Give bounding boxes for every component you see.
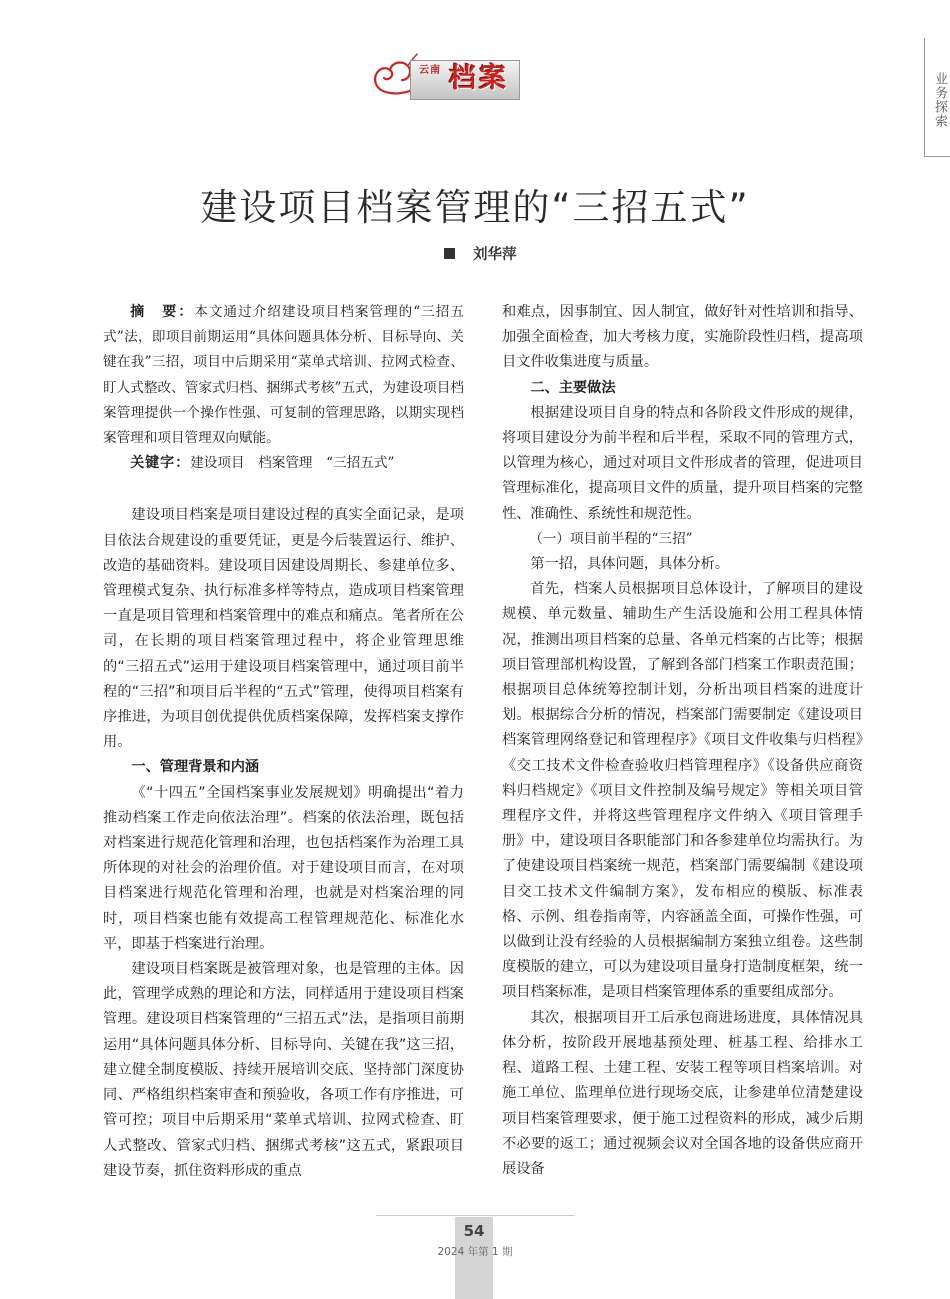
- spacer: [103, 476, 464, 503]
- subsection-heading: （一）项目前半程的“三招”: [529, 530, 693, 547]
- abstract-text: 本文通过介绍建设项目档案管理的“三招五式”法，即项目前期运用“具体问题具体分析、目标导向、关键在我”三招，项目中后期采用“菜单式培训、拉网式检查、盯人式整改、管家式归档、捆绑式考核”五式，为建设项目档案管理提供一个操作性强、可复制的管理思路，以期实现档案管理和项目管理双向赋能。: [103, 304, 464, 447]
- paragraph: 和难点，因事制宜、因人制宜，做好针对性培训和指导、加强全面检查，加大考核力度，实施阶段性归档，提高项目文件收集进度与质量。: [502, 304, 863, 371]
- paragraph: 建设项目档案既是被管理对象，也是管理的主体。因此，管理学成熟的理论和方法，同样适用于建设项目档案管理。建设项目档案管理的“三招五式”法，是指项目前期运用“具体问题具体分析、目标导向、关键在我”这三招，建立健全制度模版、持续开展培训交底、坚持部门深度协同、严格组织档案审查和预验收，各项工作有序推进，可管可控；项目中后期采用“菜单式培训、拉网式检查、盯人式整改、管家式归档、捆绑式考核”这五式，紧跟项目建设节奏，抓住资料形成的重点: [103, 961, 464, 1179]
- section-label: 业务探索: [932, 72, 947, 128]
- author-name: 刘华萍: [473, 247, 517, 263]
- byline: [444, 245, 517, 265]
- byline-square-icon: [444, 248, 455, 259]
- abstract: [103, 300, 464, 451]
- keywords: [103, 451, 464, 476]
- section-heading: 二、主要做法: [530, 379, 616, 396]
- logo-dangan-text: 档案: [449, 63, 509, 94]
- issue-label: 2024 年第 1 期: [437, 1246, 513, 1258]
- abstract-label: 摘 要：: [130, 304, 195, 320]
- keywords-label: 关键字：: [130, 455, 191, 472]
- page-number: 54: [463, 1222, 485, 1240]
- logo-plate: [410, 60, 520, 100]
- journal-masthead: [368, 38, 947, 128]
- article-title: 建设项目档案管理的“三招五式”: [200, 186, 750, 229]
- paragraph: 《“十四五”全国档案事业发展规划》明确提出“着力推动档案工作走向依法治理”。档案的依法治理，既包括对档案进行规范化管理和治理，也包括档案作为治理工具所体现的对社会的治理价值。对于建设项目而言，在对项目档案进行规范化管理和治理，也就是对档案治理的同时，项目档案也能有效提高工程管理规范化、标准化水平，即基于档案进行治理。: [103, 784, 464, 952]
- paragraph: 根据建设项目自身的特点和各阶段文件形成的规律，将项目建设分为前半程和后半程，采取不同的管理方式，以管理为核心，通过对项目文件形成者的管理，促进项目管理标准化，提高项目文件的质量，提升项目档案的完整性、准确性、系统性和规范性。: [502, 404, 863, 522]
- section-heading: 一、管理背景和内涵: [131, 759, 260, 776]
- paragraph: 建设项目档案是项目建设过程的真实全面记录，是项目依法合规建设的重要凭证，更是今后装置运行、维护、改造的基础资料。建设项目因建设周期长、参建单位多、管理模式复杂、执行标准多样等特点，造成项目档案管理一直是项目管理和档案管理中的难点和痛点。笔者所在公司，在长期的项目档案管理过程中，将企业管理思维的“三招五式”运用于建设项目档案管理中，通过项目前半程的“三招”和项目后半程的“五式”管理，使得项目档案有序推进，为项目创优提供优质档案保障，发挥档案支撑作用。: [103, 507, 464, 751]
- subheading-line: 第一招，具体问题，具体分析。: [530, 556, 730, 573]
- paragraph: 首先，档案人员根据项目总体设计，了解项目的建设规模、单元数量、辅助生产生活设施和公用工程具体情况，推测出项目档案的总量、各单元档案的占比等；根据项目管理部机构设置，了解到各部门档案工作职责范围；根据项目总体统筹控制计划，分析出项目档案的进度计划。根据综合分析的情况，档案部门需要制定《建设项目档案管理网络登记和管理程序》《项目文件收集与归档程》《交工技术文件检查验收归档管理程序》《设备供应商资料归档规定》《项目文件控制及编号规定》等相关项目管理程序文件，并将这些管理程序文件纳入《项目管理手册》中，建设项目各职能部门和各参建单位均需执行。为了使建设项目档案统一规范，档案部门需要编制《建设项目交工技术文件编制方案》，发布相应的模版、标准表格、示例、组卷指南等，内容涵盖全面，可操作性强，可以做到让没有经验的人员根据编制方案独立组卷。这些制度模版的建立，可以为建设项目量身打造制度框架，统一项目档案标准，是项目档案管理体系的重要组成部分。: [502, 581, 863, 1001]
- paragraph: 其次，根据项目开工后承包商进场进度，具体情况具体分析，按阶段开展地基预处理、桩基工程、给排水工程、道路工程、土建工程、安装工程等项目档案培训。对施工单位、监理单位进行现场交底，让参建单位清楚建设项目档案管理要求，便于施工过程资料的形成，减少后期不必要的返工；通过视频会议对全国各地的设备供应商开展设备: [502, 1009, 863, 1177]
- right-column: [502, 300, 863, 1182]
- footer-divider: [376, 1215, 574, 1216]
- logo-yunnan-text: 云南: [419, 65, 441, 76]
- left-column: [103, 300, 464, 1184]
- section-tab: [924, 38, 950, 157]
- keywords-text: 建设项目 档案管理 “三招五式”: [190, 455, 395, 472]
